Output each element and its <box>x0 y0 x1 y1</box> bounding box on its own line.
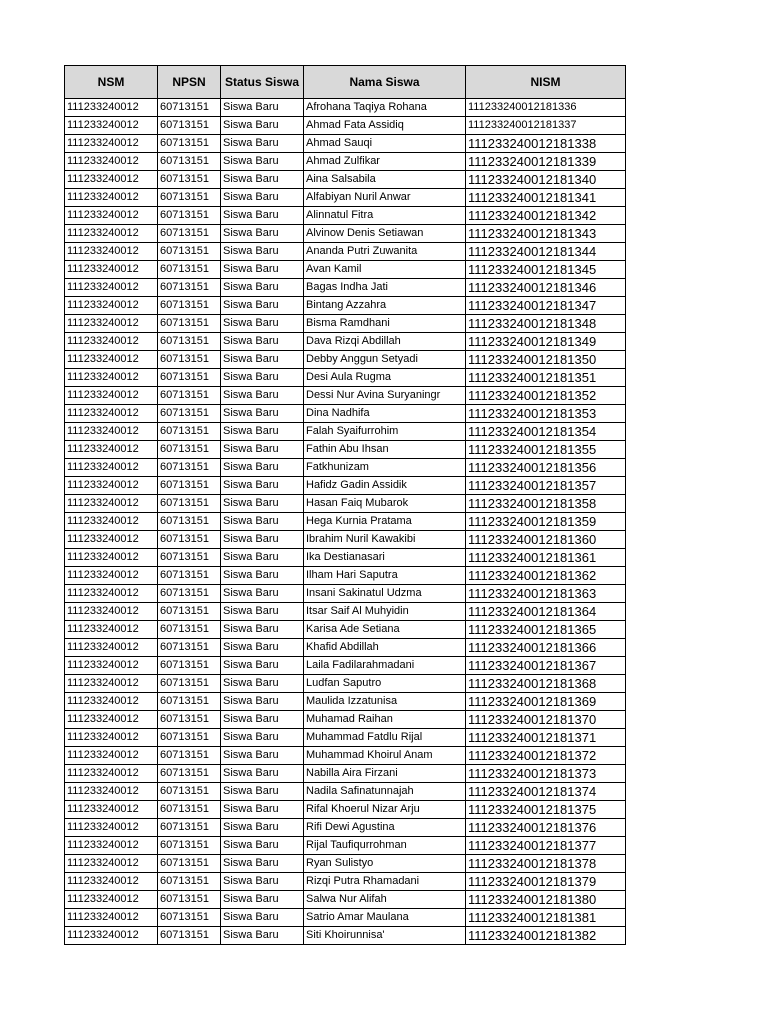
table-row <box>65 747 626 765</box>
table-row <box>65 783 626 801</box>
table-row <box>65 675 626 693</box>
cell-nama: Ahmad Sauqi <box>304 135 466 153</box>
cell-nism: 111233240012181343 <box>466 225 626 243</box>
header-nsm: NSM <box>65 66 158 99</box>
cell-nism: 111233240012181348 <box>466 315 626 333</box>
cell-npsn: 60713151 <box>158 873 221 891</box>
cell-nama: Khafid Abdillah <box>304 639 466 657</box>
table-row <box>65 189 626 207</box>
cell-npsn: 60713151 <box>158 891 221 909</box>
table-header <box>65 66 626 99</box>
cell-npsn: 60713151 <box>158 837 221 855</box>
cell-status: Siswa Baru <box>221 225 304 243</box>
cell-nism: 111233240012181379 <box>466 873 626 891</box>
cell-nsm: 111233240012 <box>65 441 158 459</box>
cell-nism: 111233240012181362 <box>466 567 626 585</box>
student-table <box>64 65 626 945</box>
cell-npsn: 60713151 <box>158 693 221 711</box>
cell-nsm: 111233240012 <box>65 711 158 729</box>
cell-status: Siswa Baru <box>221 243 304 261</box>
table-row <box>65 819 626 837</box>
cell-nism: 111233240012181347 <box>466 297 626 315</box>
cell-nsm: 111233240012 <box>65 765 158 783</box>
cell-nism: 111233240012181342 <box>466 207 626 225</box>
cell-status: Siswa Baru <box>221 351 304 369</box>
cell-nama: Dava Rizqi Abdillah <box>304 333 466 351</box>
cell-status: Siswa Baru <box>221 531 304 549</box>
cell-nism: 111233240012181368 <box>466 675 626 693</box>
cell-nism: 111233240012181378 <box>466 855 626 873</box>
cell-npsn: 60713151 <box>158 225 221 243</box>
cell-nsm: 111233240012 <box>65 261 158 279</box>
cell-status: Siswa Baru <box>221 207 304 225</box>
cell-nism: 111233240012181339 <box>466 153 626 171</box>
cell-npsn: 60713151 <box>158 531 221 549</box>
cell-nsm: 111233240012 <box>65 333 158 351</box>
table-row <box>65 99 626 117</box>
cell-nism: 111233240012181367 <box>466 657 626 675</box>
table-row <box>65 549 626 567</box>
cell-nama: Laila Fadilarahmadani <box>304 657 466 675</box>
cell-nsm: 111233240012 <box>65 657 158 675</box>
table-row <box>65 297 626 315</box>
table-row <box>65 171 626 189</box>
table-row <box>65 243 626 261</box>
table-row <box>65 801 626 819</box>
cell-npsn: 60713151 <box>158 333 221 351</box>
cell-nama: Rijal Taufiqurrohman <box>304 837 466 855</box>
cell-status: Siswa Baru <box>221 621 304 639</box>
cell-nama: Afrohana Taqiya Rohana <box>304 99 466 117</box>
cell-nism: 111233240012181365 <box>466 621 626 639</box>
table-row <box>65 315 626 333</box>
cell-nism: 111233240012181336 <box>466 99 626 117</box>
cell-status: Siswa Baru <box>221 315 304 333</box>
cell-nama: Fathin Abu Ihsan <box>304 441 466 459</box>
cell-npsn: 60713151 <box>158 171 221 189</box>
cell-nama: Ludfan Saputro <box>304 675 466 693</box>
cell-nama: Rifi Dewi Agustina <box>304 819 466 837</box>
table-row <box>65 387 626 405</box>
cell-nsm: 111233240012 <box>65 369 158 387</box>
cell-nama: Nadila Safinatunnajah <box>304 783 466 801</box>
cell-nism: 111233240012181380 <box>466 891 626 909</box>
cell-nism: 111233240012181349 <box>466 333 626 351</box>
cell-nama: Hega Kurnia Pratama <box>304 513 466 531</box>
cell-npsn: 60713151 <box>158 135 221 153</box>
cell-nism: 111233240012181360 <box>466 531 626 549</box>
cell-nama: Alvinow Denis Setiawan <box>304 225 466 243</box>
cell-nism: 111233240012181375 <box>466 801 626 819</box>
cell-npsn: 60713151 <box>158 567 221 585</box>
cell-status: Siswa Baru <box>221 135 304 153</box>
table-row <box>65 693 626 711</box>
table-row <box>65 135 626 153</box>
cell-nama: Rifal Khoerul Nizar Arju <box>304 801 466 819</box>
table-row <box>65 567 626 585</box>
cell-nama: Rizqi Putra Rhamadani <box>304 873 466 891</box>
table-row <box>65 495 626 513</box>
table-row <box>65 351 626 369</box>
table-row <box>65 477 626 495</box>
table-row <box>65 621 626 639</box>
cell-nsm: 111233240012 <box>65 387 158 405</box>
table-row <box>65 531 626 549</box>
cell-status: Siswa Baru <box>221 837 304 855</box>
cell-status: Siswa Baru <box>221 603 304 621</box>
cell-status: Siswa Baru <box>221 477 304 495</box>
cell-nama: Ibrahim Nuril Kawakibi <box>304 531 466 549</box>
cell-status: Siswa Baru <box>221 387 304 405</box>
cell-status: Siswa Baru <box>221 873 304 891</box>
cell-nama: Desi Aula Rugma <box>304 369 466 387</box>
cell-npsn: 60713151 <box>158 819 221 837</box>
cell-nama: Hasan Faiq Mubarok <box>304 495 466 513</box>
cell-nism: 111233240012181366 <box>466 639 626 657</box>
cell-nsm: 111233240012 <box>65 909 158 927</box>
cell-nism: 111233240012181370 <box>466 711 626 729</box>
cell-nism: 111233240012181376 <box>466 819 626 837</box>
cell-nsm: 111233240012 <box>65 315 158 333</box>
cell-npsn: 60713151 <box>158 459 221 477</box>
cell-nama: Alfabiyan Nuril Anwar <box>304 189 466 207</box>
table-row <box>65 459 626 477</box>
cell-npsn: 60713151 <box>158 441 221 459</box>
cell-nsm: 111233240012 <box>65 189 158 207</box>
cell-npsn: 60713151 <box>158 153 221 171</box>
table-row <box>65 207 626 225</box>
cell-npsn: 60713151 <box>158 603 221 621</box>
cell-nism: 111233240012181382 <box>466 927 626 945</box>
cell-status: Siswa Baru <box>221 333 304 351</box>
cell-nsm: 111233240012 <box>65 855 158 873</box>
cell-npsn: 60713151 <box>158 243 221 261</box>
cell-nama: Ahmad Zulfikar <box>304 153 466 171</box>
cell-nsm: 111233240012 <box>65 459 158 477</box>
cell-status: Siswa Baru <box>221 675 304 693</box>
table-row <box>65 891 626 909</box>
cell-nama: Muhamad Raihan <box>304 711 466 729</box>
cell-npsn: 60713151 <box>158 747 221 765</box>
cell-nsm: 111233240012 <box>65 135 158 153</box>
table-row <box>65 441 626 459</box>
cell-npsn: 60713151 <box>158 657 221 675</box>
cell-nsm: 111233240012 <box>65 351 158 369</box>
cell-nsm: 111233240012 <box>65 801 158 819</box>
table-row <box>65 639 626 657</box>
cell-npsn: 60713151 <box>158 621 221 639</box>
cell-nism: 111233240012181355 <box>466 441 626 459</box>
cell-npsn: 60713151 <box>158 369 221 387</box>
cell-nism: 111233240012181364 <box>466 603 626 621</box>
table-row <box>65 711 626 729</box>
cell-npsn: 60713151 <box>158 315 221 333</box>
cell-nsm: 111233240012 <box>65 117 158 135</box>
cell-status: Siswa Baru <box>221 117 304 135</box>
cell-nism: 111233240012181346 <box>466 279 626 297</box>
header-status: Status Siswa <box>221 66 304 99</box>
cell-status: Siswa Baru <box>221 279 304 297</box>
table-row <box>65 369 626 387</box>
cell-nism: 111233240012181374 <box>466 783 626 801</box>
cell-status: Siswa Baru <box>221 801 304 819</box>
cell-npsn: 60713151 <box>158 927 221 945</box>
cell-nism: 111233240012181372 <box>466 747 626 765</box>
cell-nism: 111233240012181381 <box>466 909 626 927</box>
cell-nism: 111233240012181363 <box>466 585 626 603</box>
table-row <box>65 765 626 783</box>
cell-status: Siswa Baru <box>221 171 304 189</box>
cell-nama: Muhammad Khoirul Anam <box>304 747 466 765</box>
table-row <box>65 423 626 441</box>
table-row <box>65 279 626 297</box>
cell-nama: Fatkhunizam <box>304 459 466 477</box>
cell-npsn: 60713151 <box>158 513 221 531</box>
cell-status: Siswa Baru <box>221 261 304 279</box>
table-row <box>65 927 626 945</box>
cell-npsn: 60713151 <box>158 801 221 819</box>
cell-nism: 111233240012181361 <box>466 549 626 567</box>
cell-status: Siswa Baru <box>221 459 304 477</box>
cell-nama: Nabilla Aira Firzani <box>304 765 466 783</box>
cell-nsm: 111233240012 <box>65 153 158 171</box>
cell-status: Siswa Baru <box>221 891 304 909</box>
cell-npsn: 60713151 <box>158 549 221 567</box>
table-row <box>65 603 626 621</box>
cell-status: Siswa Baru <box>221 153 304 171</box>
cell-nsm: 111233240012 <box>65 783 158 801</box>
table-body <box>65 99 626 945</box>
cell-nsm: 111233240012 <box>65 567 158 585</box>
cell-nsm: 111233240012 <box>65 891 158 909</box>
cell-nsm: 111233240012 <box>65 225 158 243</box>
cell-npsn: 60713151 <box>158 423 221 441</box>
cell-npsn: 60713151 <box>158 351 221 369</box>
cell-status: Siswa Baru <box>221 495 304 513</box>
cell-status: Siswa Baru <box>221 819 304 837</box>
table-row <box>65 261 626 279</box>
header-npsn: NPSN <box>158 66 221 99</box>
cell-nsm: 111233240012 <box>65 423 158 441</box>
cell-nama: Falah Syaifurrohim <box>304 423 466 441</box>
cell-npsn: 60713151 <box>158 909 221 927</box>
cell-nama: Dina Nadhifa <box>304 405 466 423</box>
cell-nama: Bagas Indha Jati <box>304 279 466 297</box>
cell-nsm: 111233240012 <box>65 819 158 837</box>
cell-status: Siswa Baru <box>221 423 304 441</box>
cell-nism: 111233240012181353 <box>466 405 626 423</box>
cell-status: Siswa Baru <box>221 693 304 711</box>
cell-nism: 111233240012181338 <box>466 135 626 153</box>
header-nama: Nama Siswa <box>304 66 466 99</box>
cell-status: Siswa Baru <box>221 513 304 531</box>
cell-status: Siswa Baru <box>221 639 304 657</box>
cell-nsm: 111233240012 <box>65 747 158 765</box>
cell-status: Siswa Baru <box>221 369 304 387</box>
cell-nama: Ika Destianasari <box>304 549 466 567</box>
cell-nama: Siti Khoirunnisa' <box>304 927 466 945</box>
table-row <box>65 729 626 747</box>
cell-nama: Avan Kamil <box>304 261 466 279</box>
cell-nism: 111233240012181352 <box>466 387 626 405</box>
cell-nism: 111233240012181354 <box>466 423 626 441</box>
cell-npsn: 60713151 <box>158 729 221 747</box>
cell-nsm: 111233240012 <box>65 585 158 603</box>
cell-nama: Ilham Hari Saputra <box>304 567 466 585</box>
cell-status: Siswa Baru <box>221 765 304 783</box>
cell-nism: 111233240012181371 <box>466 729 626 747</box>
cell-status: Siswa Baru <box>221 99 304 117</box>
cell-nsm: 111233240012 <box>65 621 158 639</box>
cell-status: Siswa Baru <box>221 297 304 315</box>
cell-status: Siswa Baru <box>221 927 304 945</box>
cell-npsn: 60713151 <box>158 711 221 729</box>
cell-nsm: 111233240012 <box>65 693 158 711</box>
cell-npsn: 60713151 <box>158 405 221 423</box>
cell-nsm: 111233240012 <box>65 405 158 423</box>
cell-status: Siswa Baru <box>221 585 304 603</box>
cell-npsn: 60713151 <box>158 855 221 873</box>
cell-npsn: 60713151 <box>158 189 221 207</box>
cell-npsn: 60713151 <box>158 207 221 225</box>
cell-status: Siswa Baru <box>221 747 304 765</box>
cell-nsm: 111233240012 <box>65 603 158 621</box>
cell-nama: Bisma Ramdhani <box>304 315 466 333</box>
cell-nsm: 111233240012 <box>65 279 158 297</box>
cell-nsm: 111233240012 <box>65 207 158 225</box>
table-row <box>65 909 626 927</box>
cell-nism: 111233240012181357 <box>466 477 626 495</box>
cell-npsn: 60713151 <box>158 117 221 135</box>
cell-nama: Insani Sakinatul Udzma <box>304 585 466 603</box>
cell-nsm: 111233240012 <box>65 171 158 189</box>
cell-nsm: 111233240012 <box>65 549 158 567</box>
cell-npsn: 60713151 <box>158 279 221 297</box>
cell-npsn: 60713151 <box>158 495 221 513</box>
cell-nism: 111233240012181340 <box>466 171 626 189</box>
table-row <box>65 873 626 891</box>
cell-nsm: 111233240012 <box>65 513 158 531</box>
cell-nama: Hafidz Gadin Assidik <box>304 477 466 495</box>
cell-nsm: 111233240012 <box>65 477 158 495</box>
cell-nism: 111233240012181359 <box>466 513 626 531</box>
cell-nsm: 111233240012 <box>65 639 158 657</box>
cell-nism: 111233240012181373 <box>466 765 626 783</box>
cell-nism: 111233240012181345 <box>466 261 626 279</box>
table-row <box>65 657 626 675</box>
cell-npsn: 60713151 <box>158 477 221 495</box>
cell-nsm: 111233240012 <box>65 531 158 549</box>
header-nism: NISM <box>466 66 626 99</box>
cell-nama: Karisa Ade Setiana <box>304 621 466 639</box>
table-row <box>65 225 626 243</box>
cell-nism: 111233240012181344 <box>466 243 626 261</box>
cell-nism: 111233240012181356 <box>466 459 626 477</box>
cell-nsm: 111233240012 <box>65 495 158 513</box>
table-row <box>65 837 626 855</box>
cell-nama: Bintang Azzahra <box>304 297 466 315</box>
cell-npsn: 60713151 <box>158 639 221 657</box>
cell-status: Siswa Baru <box>221 657 304 675</box>
cell-npsn: 60713151 <box>158 783 221 801</box>
cell-status: Siswa Baru <box>221 729 304 747</box>
table-row <box>65 585 626 603</box>
cell-nism: 111233240012181358 <box>466 495 626 513</box>
cell-nism: 111233240012181341 <box>466 189 626 207</box>
cell-status: Siswa Baru <box>221 405 304 423</box>
cell-nama: Salwa Nur Alifah <box>304 891 466 909</box>
cell-npsn: 60713151 <box>158 387 221 405</box>
cell-nama: Aina Salsabila <box>304 171 466 189</box>
cell-nama: Satrio Amar Maulana <box>304 909 466 927</box>
cell-nsm: 111233240012 <box>65 99 158 117</box>
cell-nsm: 111233240012 <box>65 837 158 855</box>
cell-nism: 111233240012181350 <box>466 351 626 369</box>
cell-nama: Muhammad Fatdlu Rijal <box>304 729 466 747</box>
cell-nsm: 111233240012 <box>65 297 158 315</box>
table-row <box>65 117 626 135</box>
cell-npsn: 60713151 <box>158 261 221 279</box>
cell-nsm: 111233240012 <box>65 729 158 747</box>
cell-nama: Ananda Putri Zuwanita <box>304 243 466 261</box>
cell-npsn: 60713151 <box>158 765 221 783</box>
cell-nism: 111233240012181337 <box>466 117 626 135</box>
cell-status: Siswa Baru <box>221 189 304 207</box>
cell-status: Siswa Baru <box>221 909 304 927</box>
cell-nsm: 111233240012 <box>65 873 158 891</box>
cell-nama: Maulida Izzatunisa <box>304 693 466 711</box>
cell-npsn: 60713151 <box>158 585 221 603</box>
table-row <box>65 333 626 351</box>
header-row <box>65 66 626 99</box>
cell-status: Siswa Baru <box>221 711 304 729</box>
cell-nama: Ahmad Fata Assidiq <box>304 117 466 135</box>
cell-nsm: 111233240012 <box>65 675 158 693</box>
cell-nsm: 111233240012 <box>65 927 158 945</box>
cell-nism: 111233240012181369 <box>466 693 626 711</box>
cell-nama: Dessi Nur Avina Suryaningr <box>304 387 466 405</box>
cell-status: Siswa Baru <box>221 549 304 567</box>
table-row <box>65 153 626 171</box>
cell-status: Siswa Baru <box>221 441 304 459</box>
cell-npsn: 60713151 <box>158 99 221 117</box>
cell-nama: Alinnatul Fitra <box>304 207 466 225</box>
cell-nism: 111233240012181351 <box>466 369 626 387</box>
cell-status: Siswa Baru <box>221 567 304 585</box>
cell-nism: 111233240012181377 <box>466 837 626 855</box>
cell-nama: Debby Anggun Setyadi <box>304 351 466 369</box>
cell-status: Siswa Baru <box>221 783 304 801</box>
cell-npsn: 60713151 <box>158 297 221 315</box>
table-row <box>65 513 626 531</box>
cell-nsm: 111233240012 <box>65 243 158 261</box>
cell-nama: Ryan Sulistyo <box>304 855 466 873</box>
table-row <box>65 855 626 873</box>
cell-status: Siswa Baru <box>221 855 304 873</box>
cell-npsn: 60713151 <box>158 675 221 693</box>
cell-nama: Itsar Saif Al Muhyidin <box>304 603 466 621</box>
table-row <box>65 405 626 423</box>
